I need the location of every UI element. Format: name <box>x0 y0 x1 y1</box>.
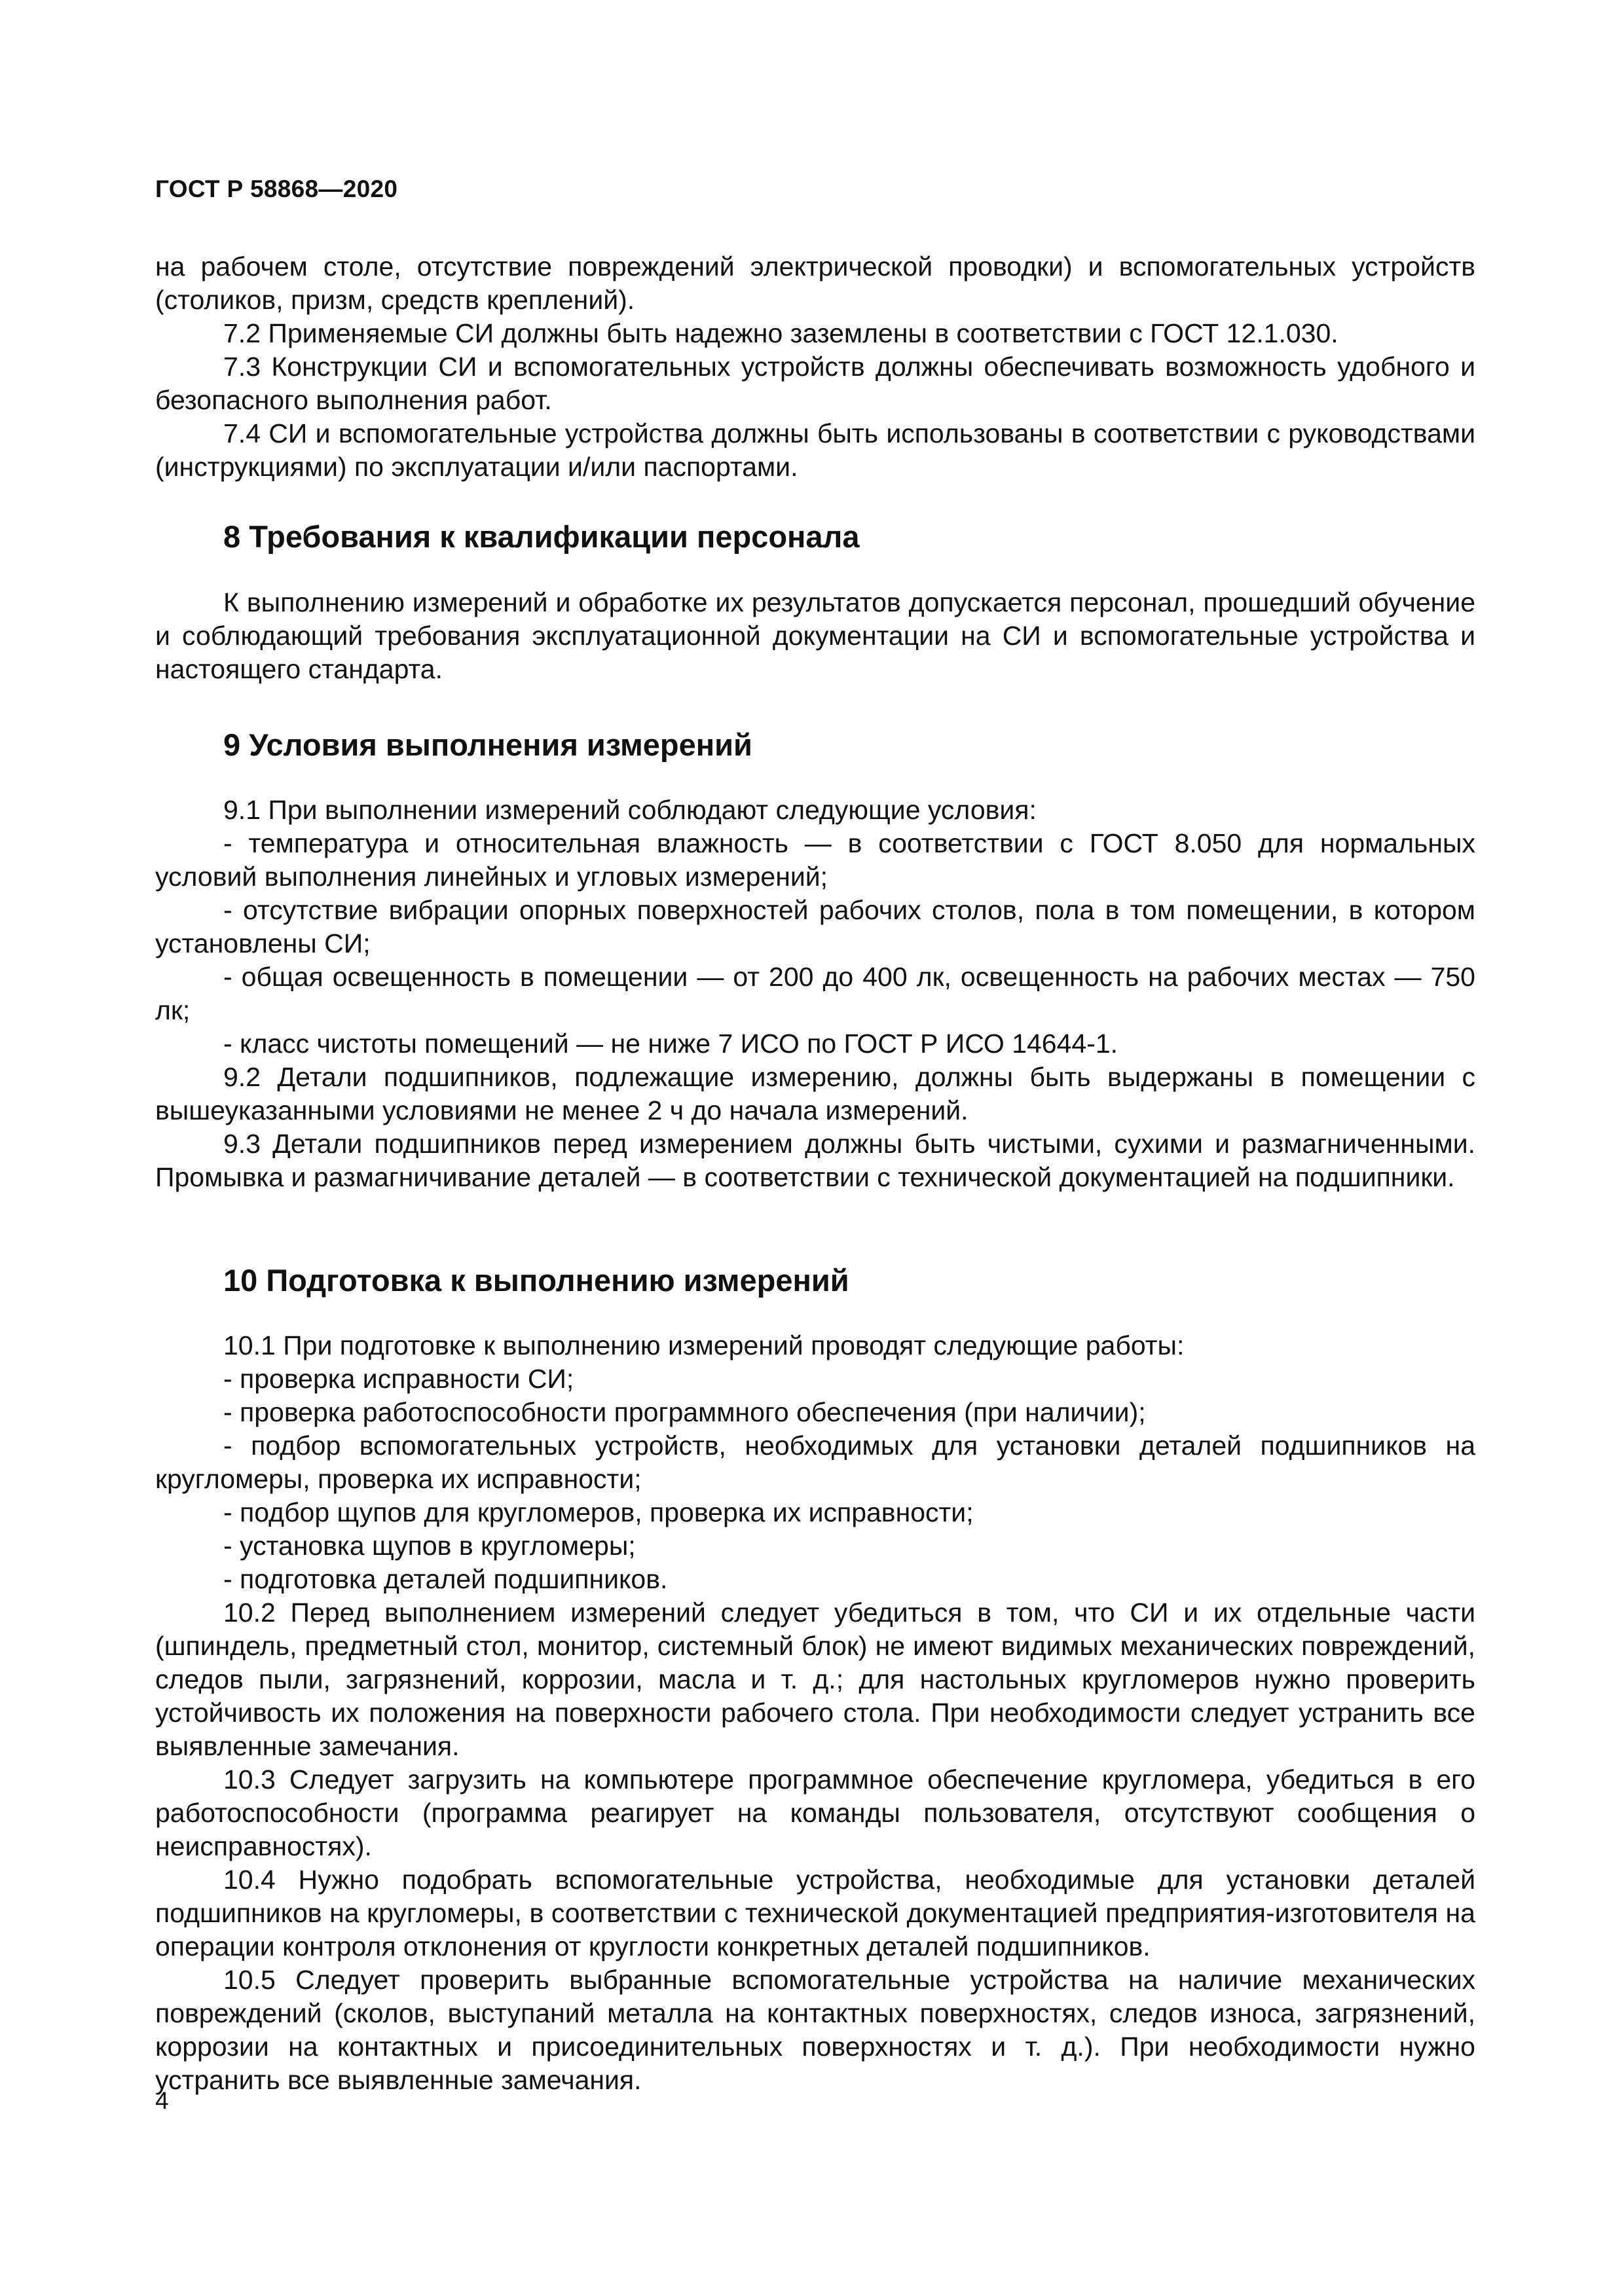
list-item: - проверка работоспособности программного обеспечения (при наличии); <box>223 1397 1146 1427</box>
list-item: - класс чистоты помещений — не ниже 7 ИСО по ГОСТ Р ИСО 14644-1. <box>223 1029 1118 1059</box>
document-id-header: ГОСТ Р 58868—2020 <box>155 175 398 202</box>
paragraph: на рабочем столе, отсутствие повреждений электрической проводки) и вспомогательных устройств (столиков, призм, средств креплений). <box>155 251 1475 315</box>
list-item: - температура и относительная влажность — в соответствии с ГОСТ 8.050 для нормальных условий выполнения линейных и угловых измерений; <box>155 828 1475 892</box>
clause-10-2: 10.2 Перед выполнением измерений следует убедиться в том, что СИ и их отдельные части (шпиндель, предметный стол, монитор, системный блок) не имеют видимых механических повреждений, следов пыли, загрязнений, коррозии, масла и т. д.; для настольных кругломеров нужно проверить устойчивость их положения на поверхности рабочего стола. При необходимости следует устранить все выявленные замечания. <box>155 1597 1475 1761</box>
clause-9-2: 9.2 Детали подшипников, подлежащие измерению, должны быть выдержаны в помещении с вышеуказанными условиями не менее 2 ч до начала измерений. <box>155 1062 1475 1125</box>
list-item: - отсутствие вибрации опорных поверхностей рабочих столов, пола в том помещении, в котором установлены СИ; <box>155 895 1475 958</box>
section-8-paragraph: К выполнению измерений и обработке их результатов допускается персонал, прошедший обучение и соблюдающий требования эксплуатационной документации на СИ и вспомогательные устройства и настоящего стандарта. <box>155 587 1475 684</box>
clause-10-4: 10.4 Нужно подобрать вспомогательные устройства, необходимые для установки деталей подшипников на кругломеры, в соответствии с технической документацией предприятия-изготовителя на операции контроля отклонения от круглости конкретных деталей подшипников. <box>155 1865 1475 1961</box>
section-10-title: 10 Подготовка к выполнению измерений <box>223 1263 849 1298</box>
list-item: - подготовка деталей подшипников. <box>223 1564 668 1594</box>
section-9-title: 9 Условия выполнения измерений <box>223 727 752 762</box>
list-item: - проверка исправности СИ; <box>223 1364 574 1394</box>
list-item: - подбор щупов для кругломеров, проверка их исправности; <box>223 1497 974 1527</box>
clause-7-4: 7.4 СИ и вспомогательные устройства должны быть использованы в соответствии с руководствами (инструкциями) по эксплуатации и/или паспортами. <box>155 418 1475 482</box>
clause-10-3: 10.3 Следует загрузить на компьютере программное обеспечение кругломера, убедиться в его работоспособности (программа реагирует на команды пользователя, отсутствуют сообщения о неисправностях). <box>155 1764 1475 1861</box>
clause-10-5: 10.5 Следует проверить выбранные вспомогательные устройства на наличие механических повреждений (сколов, выступаний металла на контактных поверхностях, следов износа, загрязнений, коррозии на контактных и присоединительных поверхностях и т. д.). При необходимости нужно устранить все выявленные замечания. <box>155 1965 1475 2095</box>
clause-9-3: 9.3 Детали подшипников перед измерением должны быть чистыми, сухими и размагниченными. Промывка и размагничивание деталей — в соответствии с технической документацией на подшипники. <box>155 1129 1475 1192</box>
clause-7-2: 7.2 Применяемые СИ должны быть надежно заземлены в соответствии с ГОСТ 12.1.030. <box>223 318 1338 348</box>
clause-10-1: 10.1 При подготовке к выполнению измерений проводят следующие работы: <box>223 1330 1185 1360</box>
clause-7-3: 7.3 Конструкции СИ и вспомогательных устройств должны обеспечивать возможность удобного и безопасного выполнения работ. <box>155 352 1475 415</box>
page-body <box>155 250 1475 2097</box>
clause-9-1: 9.1 При выполнении измерений соблюдают следующие условия: <box>223 795 1037 825</box>
list-item: - установка щупов в кругломеры; <box>223 1531 636 1561</box>
list-item: - подбор вспомогательных устройств, необходимых для установки деталей подшипников на кругломеры, проверка их исправности; <box>155 1430 1475 1494</box>
list-item: - общая освещенность в помещении — от 200 до 400 лк, освещенность на рабочих местах — 750 лк; <box>155 962 1475 1025</box>
page-number: 4 <box>155 2087 169 2114</box>
section-8-title: 8 Требования к квалификации персонала <box>223 519 860 554</box>
